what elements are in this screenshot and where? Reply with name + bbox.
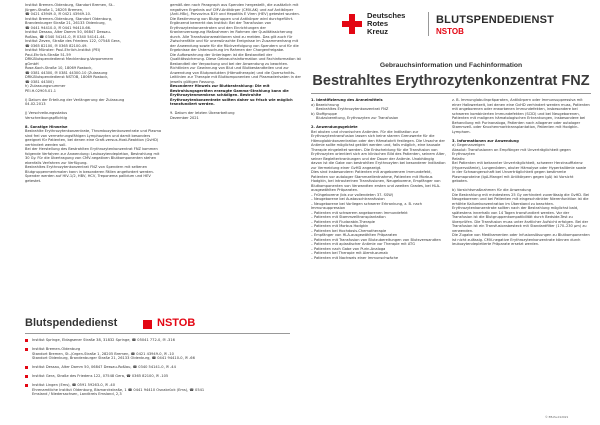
bullet-icon <box>25 384 28 387</box>
contraindications-relative-label: Relativ: <box>452 156 466 161</box>
guidelines-paragraph: Richtlinien zur Gewinnung von Blut und Blutbestandteilen und zur Anwendung von Blutprodukten (Hämotherapie) und die Querschnitts-Leitlinien zur Therapie mit Blutkomponenten und Plasmaderivaten in der jeweils gültigen Fassung. <box>170 66 302 84</box>
address-line: Institut Bremen-Oldenburg, Standort Oldenburg, <box>25 16 113 21</box>
indication-item: – Patienten mit schwerem angeborenen Immundefekt <box>311 210 408 215</box>
institutes-divider <box>25 333 290 334</box>
indication-item: – Neugeborene bei Vorliegen schwerer Erkrankung, z. B. nach Immunsuppression <box>311 201 422 210</box>
indication-item: – Empfänger von HLA-ausgewählten Präparaten <box>311 233 398 237</box>
approval-date-value: 04.02.2013 <box>25 102 46 106</box>
address-line: ☎ 0421 43949-0, ✉ 0421 43949-10. <box>25 12 92 16</box>
body-paragraph: Die Aufbewahrung der Unterlagen ist die Bestandteil der Qualitätssicherung. Diese Gebrauchsinformation und Fachinformation ist Bestandteil der Verpackung und bei der Anwendung zu beachten. <box>170 52 301 66</box>
contraindications-label: a) Gegenanzeigen <box>452 143 485 147</box>
address-line: ☎ 0365 82100, ✉ 0365 82100-49. <box>25 43 88 48</box>
approval-number-value: PEI.H.02905.01.1 <box>25 88 56 93</box>
institute-text: Emsland / Niedersachsen, Landkreis Emsland, 2,3 <box>32 392 122 396</box>
section-1-item: b) Stoffgruppe <box>311 111 338 116</box>
header-logo <box>310 4 600 54</box>
section-1-item: a) Bezeichnung <box>311 102 339 107</box>
section-2-heading: 2. Anwendungsgebiete <box>311 125 358 129</box>
approval-number-label: h) Zulassungsnummer <box>25 84 66 88</box>
revision-date-value: Dezember 2021 <box>170 115 199 120</box>
institute-text: Standort Oldenburg, Brandenburger Straße 21, 26133 Oldenburg, ☎ 0441 94410-0, ✉ -66 <box>32 356 195 360</box>
bullet-icon <box>25 339 28 342</box>
institute-text: Institut Springe, Eldagsener Straße 38, 31832 Springe, ☎ 05041 772-0, ✉ -316 <box>32 338 175 342</box>
body-paragraph: gemäß den nach Paragraph aus Spenden hergestellt, die zusätzlich mit negativen Ergebnis auf CMV-Antikörper (CMV-AK) und auf Antikörper (Anti-HBc), Parvovirus B19 und Hepatitis E Viren (HEV) getestet wurden. Die Bestimmung von Blutgruppen und Antikörper wird durchgeführt. <box>170 3 300 21</box>
institute-text: Institut Lingen (Ems), ☎ 0591 59263-0, ✉ -40 <box>32 383 116 387</box>
drk-wordmark <box>367 12 405 36</box>
institute-text: Institut Bremen-Oldenburg <box>32 347 81 351</box>
institute-text: Institut Gera, Straße des Friedens 122, 07548 Gera, ☎ 0365 82100, ✉ -105 <box>32 374 169 378</box>
institute-text: Institut Dessau, Alter Damm 50, 06847 Dessau-Roßlau, ☎ 0340 54141-0, ✉ -44 <box>32 365 176 369</box>
indication-item: – Patienten mit Morbus Hodgkin <box>311 224 369 228</box>
contraindications-absolute: Absolut: Transfusionen an Empfänger mit Unverträglichkeit gegen Erythrozyten <box>452 147 571 156</box>
pei-block <box>25 48 163 84</box>
indication-item: – Neugeborene bei Austauschtransfusion <box>311 197 385 201</box>
pei-line: DRK-Blutspendedienst Mecklenburg-Vorpommern <box>25 57 114 61</box>
approval-date-label: i) Datum der Erteilung der Verlängerung der Zulassung <box>25 97 125 102</box>
address-line: Roßlau, ☎ 0340 54141-0, ✉ 0340 54141-44. <box>25 34 106 39</box>
bullet-icon <box>25 348 28 351</box>
pei-line: Paul-Ehrlich-Straße 51-59 <box>25 52 71 57</box>
institutes-box-subtitle: NSTOB <box>157 317 196 329</box>
address-line: Institut Zeven, Straße des Friedens 122, 07548 Gera, <box>25 39 121 43</box>
footer-code: © EB-Pa-012021 <box>545 415 569 419</box>
section-1-item: Blutzubereitung, Erythrozyten zur Transfusion <box>316 116 399 120</box>
column-3 <box>311 98 446 260</box>
bullet-icon <box>25 375 28 378</box>
indication-item: – Patienten mit Fludarabin-Therapie <box>311 219 376 224</box>
indication-item: – Patienten nach Gabe von Purin-Analoga <box>311 246 386 251</box>
service-subname: NSTOB <box>436 27 464 36</box>
other-notes-heading: 8. Sonstige Hinweise <box>25 124 68 129</box>
section-3-heading: 3. Informationen zur Anwendung <box>452 138 519 143</box>
revision-date-label: 9. Datum der letzten Überarbeitung <box>170 111 235 115</box>
title-divider <box>311 93 591 94</box>
section-2-text: Dies sind insbesondere: Patienten mit angeborenem Immundefekt, Patienten vor autologer Stammzellentnahme, Patienten mit Morbus Hodgkin, bei intrauterinen Transfusionen, Neugeborene, Empfänger von Blutkomponenten von Verwandten ersten und zweiten Grades, bei HLA-ausgewählten Präparaten. <box>311 170 441 192</box>
column-4 <box>452 98 590 247</box>
pei-line: ☎ 0381 44300, ✉ 0381 44300-10 (Zulassung <box>25 70 108 75</box>
address-line: Brandenburger Straße 21, 26133 Oldenburg, <box>25 21 106 25</box>
address-line: Institut Dessau, Alter Damm 50, 06847 Dessau- <box>25 30 112 34</box>
institutes-box-title: Blutspendedienst <box>25 317 118 329</box>
bullet-icon <box>25 366 28 369</box>
body-paragraph: Ergänzend bemerkt das Institut: Bei der Transfusion von Erythrozytenkonzentraten und den Einrichtungen der Krankenversorgung Maßnahmen im Rahmen der Qualitätssicherung durch. Alle Transfusionsreaktionen sind zu melden. Das gilt auch für Zwischenfälle und für unerwünschte Ereignisse im Zusammenhang mit der Anwendung sowie für die Rückverfolgung von Spendern und für die Ergebnisse der Untersuchung im Rahmen der Chargenfreigabe. <box>170 21 299 52</box>
section-1-heading: 1. Identifizierung des Arzneimittels <box>311 98 383 102</box>
precautions-label: b) Vorsichtsmaßnahmen für die Anwendung <box>452 188 532 192</box>
indication-item: – Patienten mit Nachweis einer Immunschwäche <box>311 255 399 260</box>
other-notes-paragraph: Bei der Herstellung des Bestrahlten Erythrozytenkonzentrat FNZ kommen folgende Verfahren zur Anwendung: Leukozytendepletion, Bestrahlung mit 30 Gy. Für die Übertragung von CMV-negativen Blutkomponenten stehen ebenfalls Verfahren zur Verfügung. <box>25 147 160 165</box>
indication-item: – Frühgeborene (bis zur vollendeten 37. SSW) <box>311 192 394 197</box>
precautions-text: Die Bestrahlung mit mindestens 25 Gy verhindert zuverlässig die GvHD. Bei Neugeborenen und bei Patienten mit eingeschränkter Nierenfunktion ist die erhöhte Kaliumkonzentration im Überstand zu beachten. Erythrozytenkonzentrate sollten nach der Bestrahlung möglichst bald, spätestens innerhalb von 14 Tagen transfundiert werden. Vor der Transfusion ist die Blutgruppenkompatibilität durch Bedside-Test zu überprüfen. Die Transfusion muss unter ärztlicher Aufsicht erfolgen. Bei der Transfusion ist ein Transfusionsbesteck mit Standardfilter (170–230 µm) zu verwenden. <box>452 192 590 233</box>
column-1 <box>25 0 163 183</box>
irradiation-note: Besonderer Hinweis zur Blutbestrahlung: Die mit Bestrahlungsgeräten erzeugte Gamma-Strahlung kann die Erythrozytenmembran schädigen. Bestrahlte Erythrozytenkonzentrate sollten daher so frisch wie möglich transfundiert werden. <box>170 84 293 106</box>
institute-text: Standort Bremen, St.-Jürgen-Straße 1, 28205 Bremen, ☎ 0421 43949-0, ✉ -10 <box>32 351 174 356</box>
red-cross-icon <box>342 14 362 34</box>
drk-line-2: Rotes <box>367 19 389 28</box>
drk-line-1: Deutsches <box>367 11 406 20</box>
section-1-item: Bestrahltes Erythrozytenkonzentrat FNZ <box>316 107 389 111</box>
other-notes-paragraph: Bestrahlte Erythrozytenkonzentrate, Thrombozytenkonzentrate und Plasma sind frei von vermehrungsfähigen Lymphozyten und damit besonders geeignet für Patienten, bei denen eine Graft-versus-Host-Reaktion (GvHD) verhindert werden soll. <box>25 129 162 147</box>
indication-item: – Patienten mit aplastischer Anämie vor Therapie mit ATG <box>311 242 415 246</box>
indication-item: – Patienten bei Therapie mit Alemtuzumab <box>311 251 388 255</box>
service-name: BLUTSPENDEDIENST <box>436 14 555 26</box>
address-block <box>25 3 163 48</box>
document-type: Gebrauchsinformation und Fachinformation <box>379 62 523 69</box>
section-2-text: Bei akuten und chronischen Anämien. Für die Indikation zur Erythrozytentransfusion lassen sich keine starren Grenzwerte für die Hämoglobinkonzentration oder den Hämatokrit festlegen. Die Ursache der Anämie sollte möglichst geklärt werden und, falls möglich, eine kausale Therapie eingeleitet werden. Die Entscheidung für die Transfusion von Erythrozyten orientiert sich am klinischen Bild des Patienten, seinem Alter, seiner Begleiterkrankungen und der Dauer der Anämie. Unabhängig davon ist die Gabe von bestrahlten Erythrozyten bei besonderer Indikation zur Vermeidung einer GvHD angezeigt. <box>311 129 446 170</box>
precautions-text: Die Zugabe von Medikamenten oder Infusionslösungen zu Blutkomponenten ist nicht zulässig. CMV-negative Erythrozytenkonzentrate können durch leukozytendepletierte Präparate ersetzt werden. <box>452 233 590 246</box>
indication-item: – Patienten mit Stammzelltransplantation <box>311 215 386 219</box>
indication-item: – Patienten mit Transfusion von Blutzubereitungen von Blutsverwandten <box>311 237 441 242</box>
product-title: Bestrahltes Erythrozytenkonzentrat FNZ <box>312 73 590 89</box>
address-line: Institut Bremen-Oldenburg, Standort Bremen, St.- <box>25 3 115 7</box>
pei-line: gGmbH <box>25 61 39 66</box>
pei-line: DRK-Blutspendedienst NSTOB, 18069 Rostock, <box>25 75 109 79</box>
column-2 <box>170 3 302 120</box>
red-square-icon <box>143 320 152 329</box>
prescription-status-label: j) Verschreibungsstatus <box>25 111 68 115</box>
drk-line-3: Kreuz <box>367 27 389 36</box>
prescription-status-value: Verschreibungspflichtig <box>25 115 68 120</box>
contraindications-relative: Bei Patienten mit bekannter Unverträglichkeit, schwerer Herzinsuffizienz (Hypervolämie), Lungenödem, akuter Hämolyse oder Hyperkaliämie sowie in der Schwangerschaft bei Unverträglichkeit gegen bestimmte Plasmaproteine (IgA-Mangel mit Antikörpern gegen IgA) ist Vorsicht geboten. <box>452 161 587 183</box>
pei-line: Rose-Koch-Straße 10, 18069 Rostock, <box>25 66 93 70</box>
other-notes-paragraph: Bestrahltes Erythrozytenkonzentrat FNZ von Spendern mit seltenen Blutgruppenmerkmalen kann in besonderen Fällen angefordert werden. Spender werden auf HIV-1/2, HBV, HCV, Treponema pallidum und HEV getestet. <box>25 165 154 183</box>
pei-line: Institut Münster: Paul-Ehrlich-Institut (PEI) <box>25 48 101 52</box>
pei-line: ☎ 0381 44300) <box>25 79 54 84</box>
logo-divider <box>428 12 429 36</box>
address-line: Jürgen-Straße 1, 28205 Bremen, <box>25 7 84 12</box>
indication-continued: z. B. Immunglobulinpräparaten, Antikörpern oder Immunsuppressiva mit einer Halbwertzeit, bei denen eine GvHD verhindert werden muss, Patienten mit angeborenen oder erworbenen Immundefekten, insbesondere bei schweren kombinierten Immundefekten (SCID) und bei Neugeborenen, Patienten mit malignen hämatologischen Erkrankungen, insbesondere bei Behandlung mit Purinanaloga, Patienten nach allogener oder autologer Stammzell- oder Knochenmarktransplantation, Patienten mit Hodgkin-Lymphom. <box>452 98 590 134</box>
address-line: ☎ 0441 94410-0, ✉ 0441 94410-66. <box>25 25 92 30</box>
institute-text: Ehrenamtliche Institut Oldenburg, Bismarckstraße, 1 ☎ 0441 94410 Osnabrück (Ems), ☎ 0541 <box>32 387 205 392</box>
institutes-box <box>25 317 290 402</box>
indication-item: – Patienten bei Hochdosis-Chemotherapie <box>311 228 387 233</box>
